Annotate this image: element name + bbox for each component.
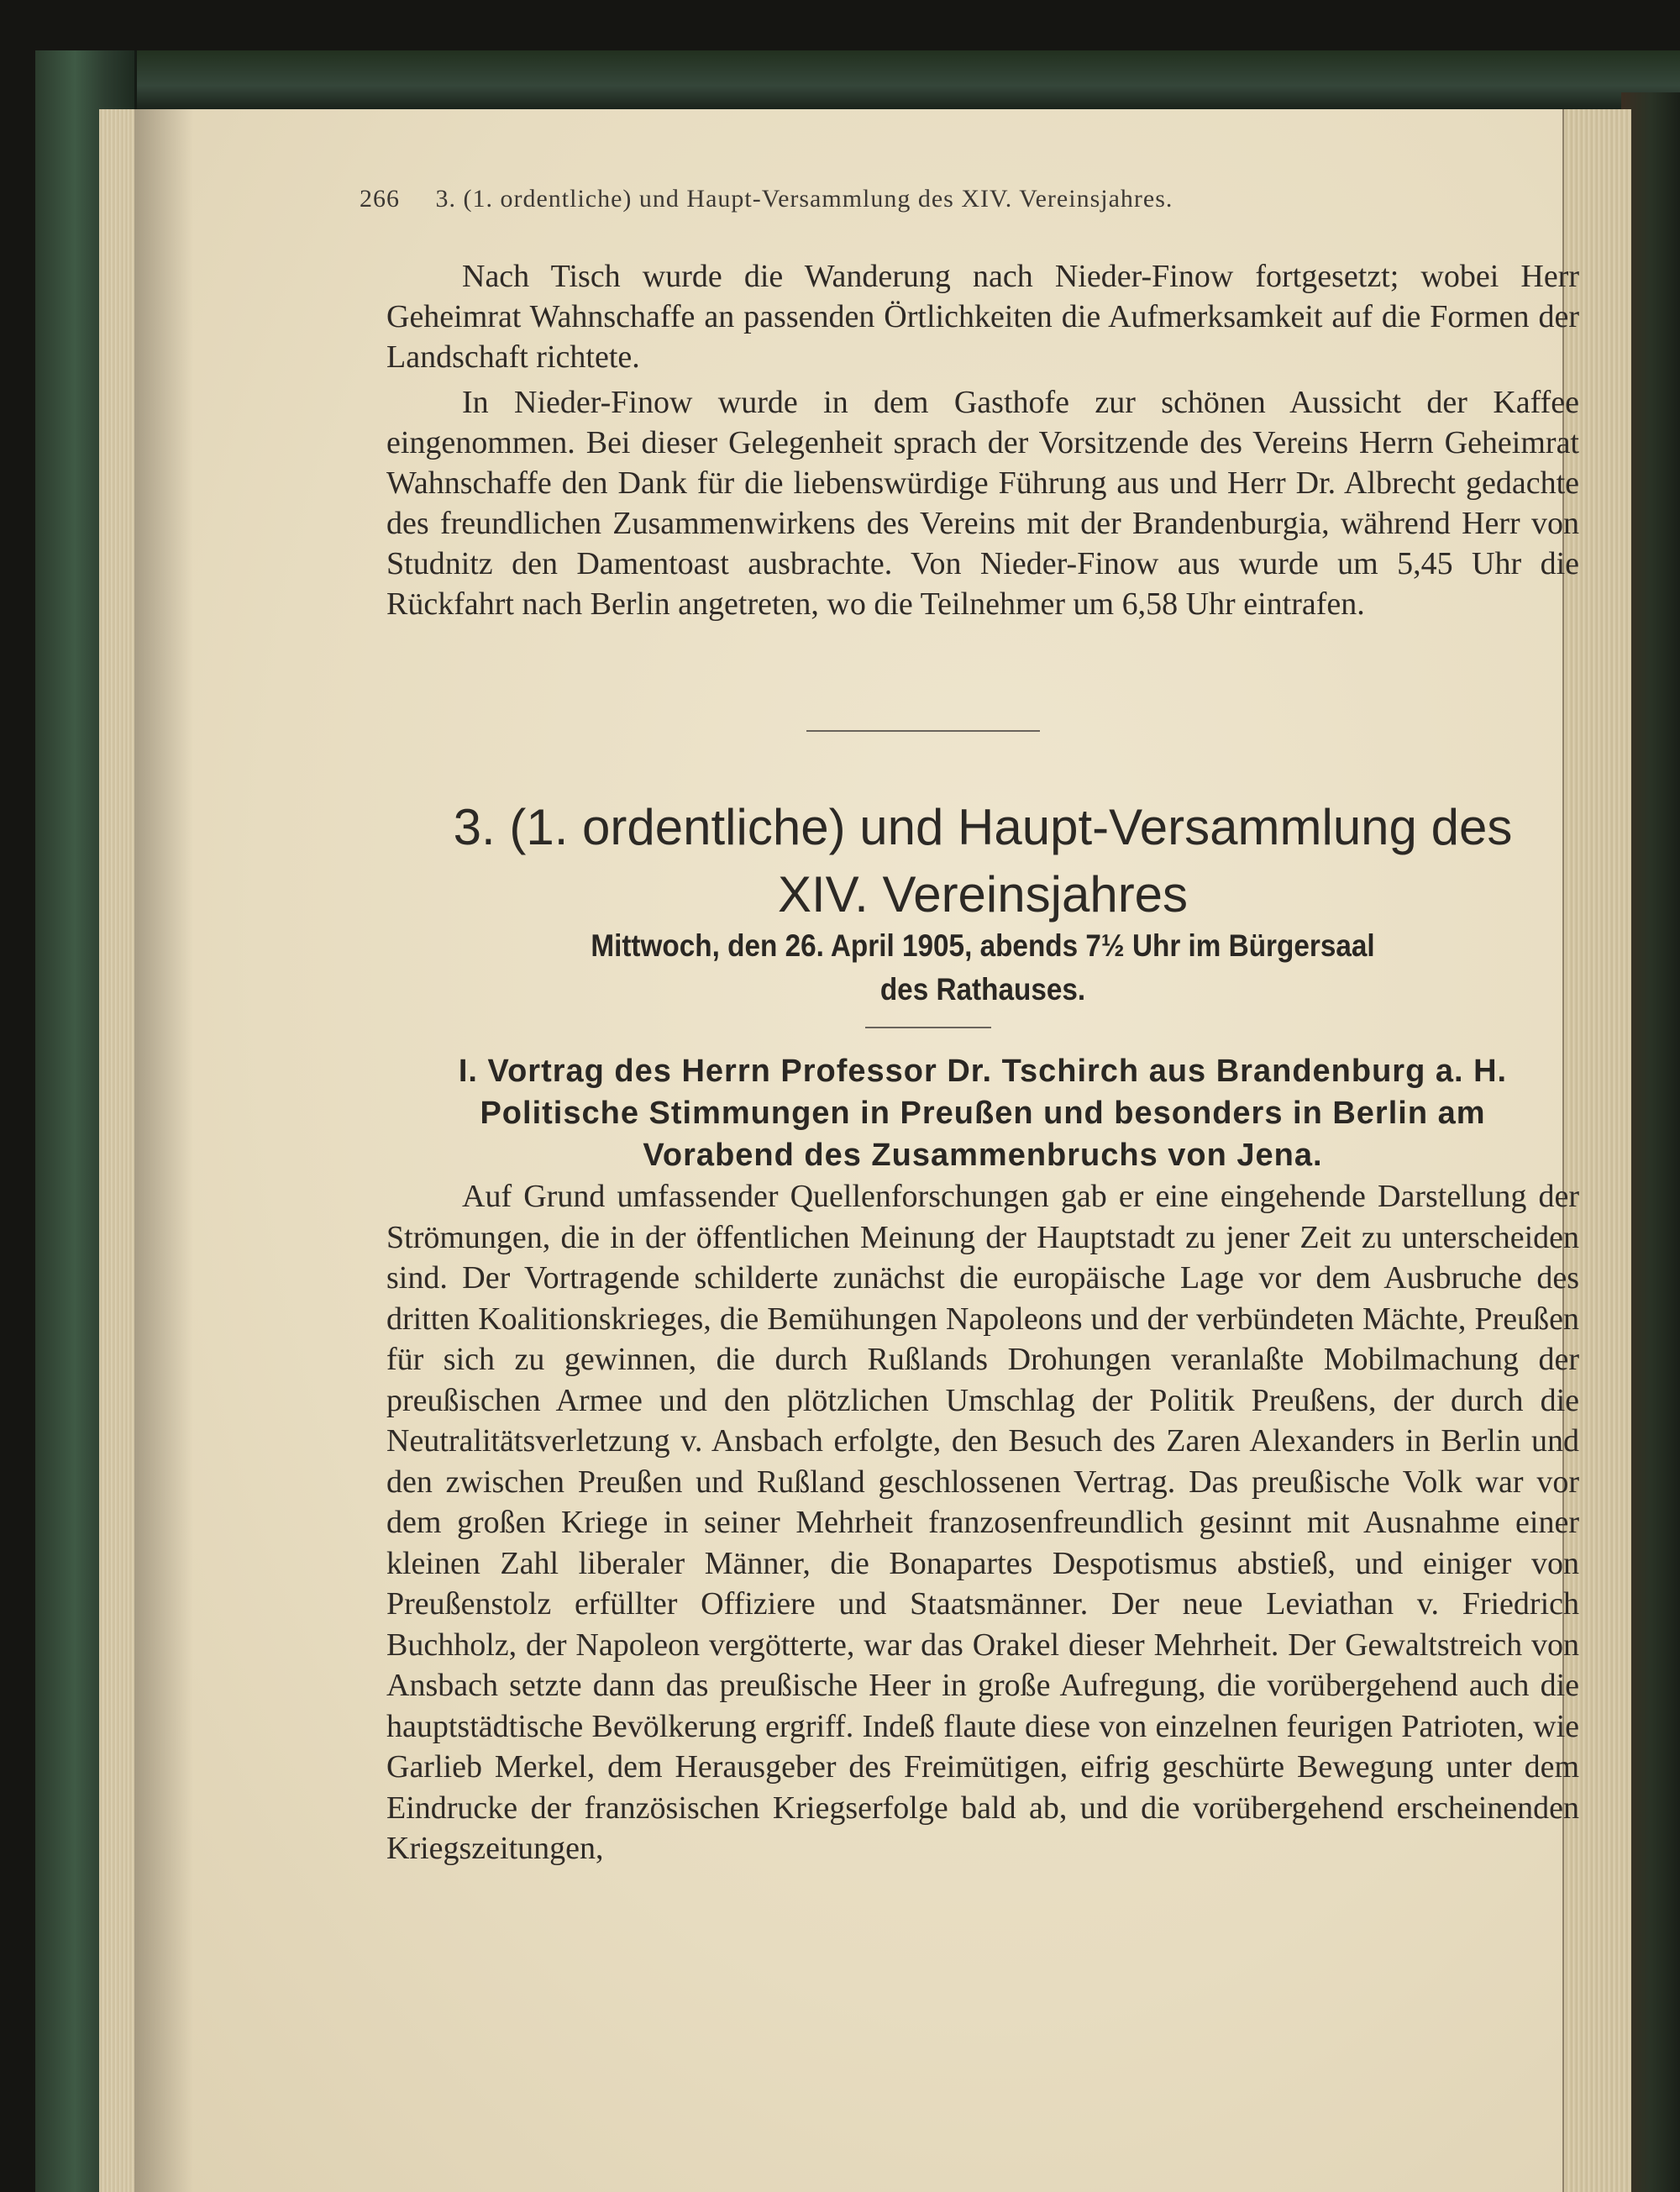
book-page [134, 109, 1579, 2192]
lecture-heading [386, 1050, 1579, 1176]
lecture-heading-line3: Vorabend des Zusammenbruchs von Jena. [643, 1138, 1323, 1173]
lecture-heading-line2: Politische Stimmungen in Preußen und besonders in Berlin am [480, 1096, 1486, 1131]
paragraph-walk: Nach Tisch wurde die Wanderung nach Nieder-Finow fortgesetzt; wobei Herr Geheimrat Wahnschaffe an passenden Örtlichkeiten die Aufmerksamkeit auf die Formen der Landschaft richtete. [386, 259, 1579, 375]
running-head-title: 3. (1. ordentliche) und Haupt-Versammlung des XIV. Vereinsjahres. [435, 185, 1173, 213]
running-head [360, 185, 1494, 213]
section-title-line1: 3. (1. ordentliche) und Haupt-Versammlung des [453, 799, 1513, 855]
page-number: 266 [360, 185, 400, 213]
paragraph-coffee: In Nieder-Finow wurde in dem Gasthofe zur schönen Aussicht der Kaffee eingenommen. Bei dieser Gelegenheit sprach der Vorsitzende des Vereins Herrn Geheimrat Wahnschaffe den Dank für die liebenswürdige Führung aus und Herr Dr. Albrecht gedachte des freundlichen Zusammenwirkens des Vereins mit der Brandenburgia, während Herr von Studnitz den Damentoast ausbrachte. Von Nieder-Finow aus wurde um 5,45 Uhr die Rückfahrt nach Berlin angetreten, wo die Teilnehmer um 6,58 Uhr eintrafen. [386, 385, 1579, 622]
section-title [386, 794, 1579, 928]
meeting-date [446, 924, 1520, 1012]
subsection-divider [865, 1027, 991, 1028]
paragraph-lecture: Auf Grund umfassender Quellenforschungen gab er eine eingehende Darstellung der Strömungen, die in der öffentlichen Meinung der Hauptstadt zu jener Zeit zu unterscheiden sind. Der Vortragende schilderte zunächst die europäische Lage vor dem Ausbruche des dritten Koalitionskrieges, die Bemühungen Napoleons und der verbündeten Mächte, Preußen für sich zu gewinnen, die durch Rußlands Drohungen veranlaßte Mobilmachung der preußischen Armee und den plötzlichen Umschlag der Politik Preußens, der durch die Neutralitätsverletzung v. Ansbach erfolgte, den Besuch des Zaren Alexanders in Berlin und den zwischen Preußen und Rußland geschlossenen Vertrag. Das preußische Volk war vor dem großen Kriege in seiner Mehrheit franzosenfreundlich gesinnt mit Ausnahme einer kleinen Zahl liberaler Männer, die Bonapartes Despotismus abstieß, und einiger von Preußenstolz erfüllter Offiziere und Staatsmänner. Der neue Leviathan v. Friedrich Buchholz, der Napoleon vergötterte, war das Orakel dieser Mehrheit. Der Gewaltstreich von Ansbach setzte dann das preußische Heer in große Aufregung, die vorübergehend auch die hauptstädtische Bevölkerung ergriff. Indeß flaute diese von einzelnen feurigen Patrioten, wie Garlieb Merkel, dem Herausgeber des Freimütigen, eifrig geschürte Bewegung unter dem Eindrucke der französischen Kriegserfolge bald ab, und die vorübergehend erscheinenden Kriegszeitungen, [386, 1179, 1579, 1866]
lecture-heading-line1: I. Vortrag des Herrn Professor Dr. Tschirch aus Brandenburg a. H. [458, 1054, 1508, 1089]
section-divider [806, 730, 1040, 732]
meeting-date-line1: Mittwoch, den 26. April 1905, abends 7½ Uhr im Bürgersaal [591, 928, 1375, 963]
meeting-date-line2: des Rathauses. [879, 972, 1086, 1007]
book-cover-top [35, 50, 1680, 109]
gutter-shadow [134, 109, 193, 2192]
section-title-line2: XIV. Vereinsjahres [777, 866, 1189, 923]
